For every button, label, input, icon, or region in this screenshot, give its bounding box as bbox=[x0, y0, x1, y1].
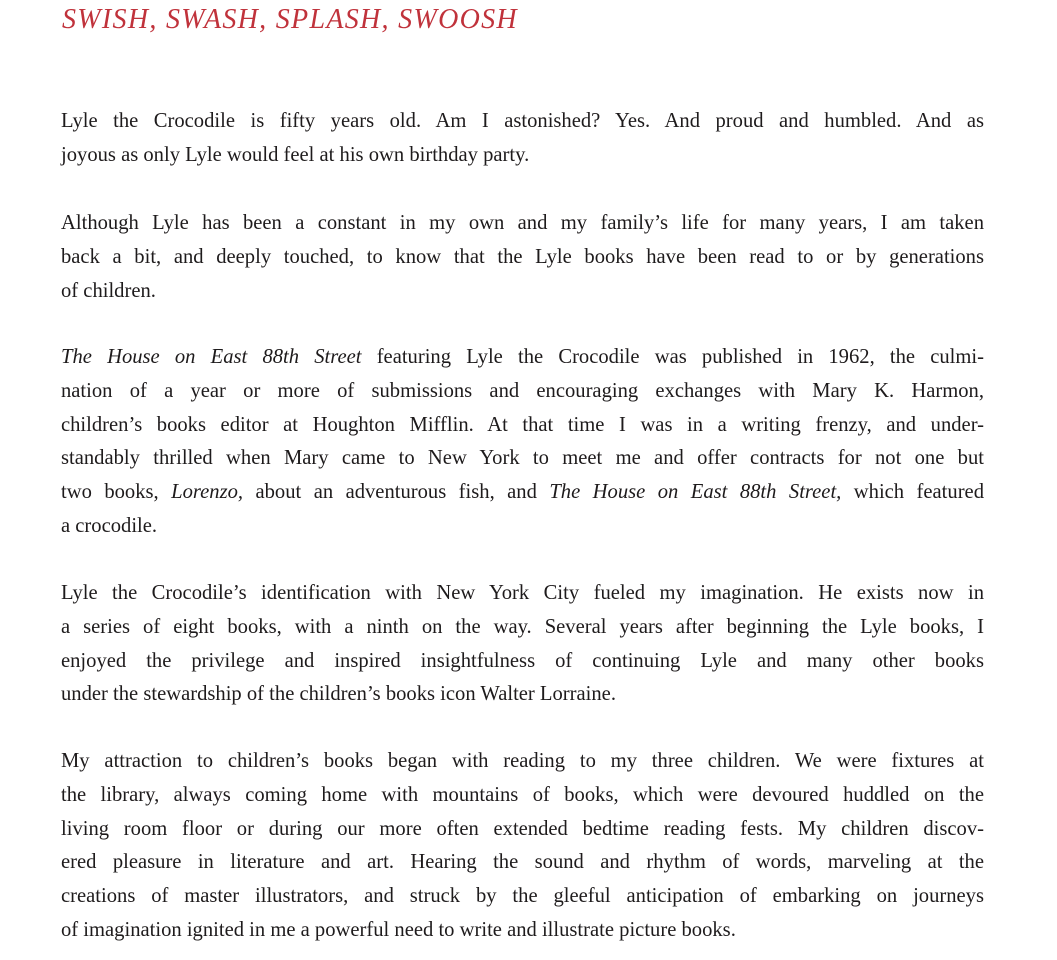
text-segment: a crocodile. bbox=[61, 514, 158, 537]
text-segment: creations of master illustrators, and struck by the gleeful anticipation of embarking on journeys bbox=[61, 885, 984, 908]
text-segment: which featured bbox=[841, 481, 984, 504]
text-segment: nation of a year or more of submissions and encouraging exchanges with Mary K. Harmon, bbox=[61, 379, 984, 402]
book-title-text: Lorenzo, bbox=[171, 481, 244, 504]
text-segment: living room floor or during our more often extended bedtime reading fests. My children discov- bbox=[61, 817, 984, 840]
text-line bbox=[61, 241, 984, 275]
text-segment: two books, bbox=[61, 481, 172, 504]
text-line bbox=[61, 678, 984, 712]
text-segment: featuring Lyle the Crocodile was published in 1962, the culmi- bbox=[361, 346, 985, 368]
paragraph bbox=[61, 105, 984, 173]
text-segment: about an adventurous fish, and bbox=[243, 481, 550, 504]
text-segment: Lyle the Crocodile is fifty years old. Am I astonished? Yes. And proud and humbled. And as bbox=[61, 110, 984, 132]
paragraph bbox=[61, 207, 984, 308]
text-line bbox=[61, 813, 984, 847]
text-segment: My attraction to children’s books began with reading to my three children. We were fixtures at bbox=[61, 750, 984, 772]
text-segment: Although Lyle has been a constant in my own and my family’s life for many years, I am taken bbox=[61, 212, 984, 234]
text-segment: Lyle the Crocodile’s identification with New York City fueled my imagination. He exists now in bbox=[61, 582, 984, 604]
text-segment: ered pleasure in literature and art. Hearing the sound and rhythm of words, marveling at the bbox=[61, 851, 984, 874]
text-segment: enjoyed the privilege and inspired insightfulness of continuing Lyle and many other books bbox=[61, 649, 984, 672]
text-segment: the library, always coming home with mountains of books, which were devoured huddled on the bbox=[61, 783, 984, 806]
text-line bbox=[61, 745, 984, 779]
text-line bbox=[61, 139, 984, 173]
text-segment: back a bit, and deeply touched, to know that the Lyle books have been read to or by generations bbox=[61, 245, 984, 268]
text-line bbox=[61, 577, 984, 611]
text-segment: a series of eight books, with a ninth on the way. Several years after beginning the Lyle books, I bbox=[61, 615, 984, 638]
text-line bbox=[61, 510, 984, 544]
text-line bbox=[61, 645, 984, 679]
text-line bbox=[61, 779, 984, 813]
text-line bbox=[61, 846, 984, 880]
paragraph bbox=[61, 341, 984, 544]
text-segment: of imagination ignited in me a powerful need to write and illustrate picture books. bbox=[61, 918, 736, 941]
text-line bbox=[61, 341, 984, 375]
text-line bbox=[61, 914, 984, 948]
text-segment: standably thrilled when Mary came to New York to meet me and offer contracts for not one but bbox=[61, 447, 984, 470]
book-title-text: The House on East 88th Street bbox=[61, 346, 362, 368]
text-line bbox=[61, 105, 984, 139]
text-segment: joyous as only Lyle would feel at his own birthday party. bbox=[61, 143, 530, 166]
text-segment: of children. bbox=[61, 279, 156, 302]
text-line bbox=[61, 409, 984, 443]
paragraph bbox=[61, 577, 984, 712]
text-line bbox=[61, 207, 984, 241]
text-segment: under the stewardship of the children’s books icon Walter Lorraine. bbox=[61, 683, 616, 706]
text-line bbox=[61, 880, 984, 914]
text-segment: children’s books editor at Houghton Mifflin. At that time I was in a writing frenzy, and under- bbox=[61, 413, 984, 436]
text-line bbox=[61, 275, 984, 309]
chapter-title: SWISH, SWASH, SPLASH, SWOOSH bbox=[62, 4, 518, 35]
text-line bbox=[61, 442, 984, 476]
text-line bbox=[61, 375, 984, 409]
paragraph bbox=[61, 745, 984, 948]
book-title-text: The House on East 88th Street, bbox=[549, 481, 842, 504]
text-line bbox=[61, 476, 984, 510]
text-line bbox=[61, 611, 984, 645]
